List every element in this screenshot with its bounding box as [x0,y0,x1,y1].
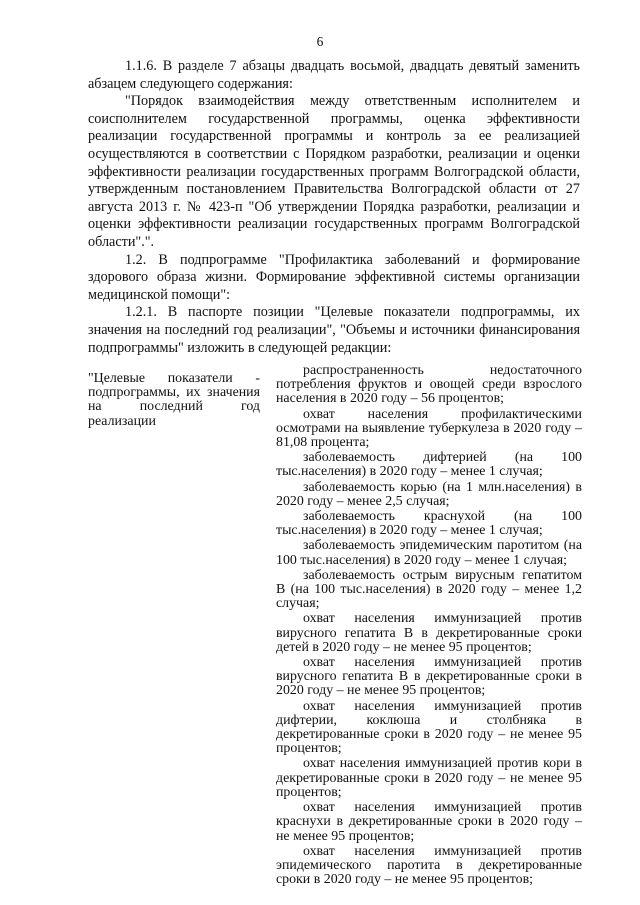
list-item: заболеваемость краснухой (на 100 тыс.населения) в 2020 году – менее 1 случая; [276,509,582,539]
list-item: заболеваемость дифтерией (на 100 тыс.населения) в 2020 году – менее 1 случая; [276,450,582,480]
list-item: охват населения иммунизацией против вирусного гепатита В в декретированные сроки в 2020 году – не менее 95 процентов; [276,655,582,699]
table-right-column [276,364,582,888]
body-text [88,58,580,357]
list-item: распространенность недостаточного потребления фруктов и овощей среди взрослого населения в 2020 году – 56 процентов; [276,363,582,407]
list-item: охват населения профилактическими осмотрами на выявление туберкулеза в 2020 году – 81,08 процента; [276,406,582,451]
list-item: охват населения иммунизацией против дифтерии, коклюша и столбняка в декретированные сроки в 2020 году – не менее 95 процентов; [276,698,582,757]
list-item: заболеваемость корью (на 1 млн.населения) в 2020 году – менее 2,5 случая; [276,479,582,509]
page-number: 6 [316,34,324,49]
paragraph-1-2-1: 1.2.1. В паспорте позиции "Целевые показатели подпрограммы, их значения на последний год реализации", "Объемы и источники финансирования подпрограммы" изложить в следующей редакции: [88,304,580,356]
list-item: охват населения иммунизацией против вирусного гепатита В в декретированные сроки детей в 2020 году – не менее 95 процентов; [276,611,582,655]
paragraph-1-1-6: 1.1.6. В разделе 7 абзацы двадцать восьмой, двадцать девятый заменить абзацем следующего содержания: [88,58,580,92]
paragraph-quote: "Порядок взаимодействия между ответственным исполнителем и соисполнителем государственной программы, оценка эффективности реализации государственной программы и контроль за ее реализацией осуществляются в соответствии с Порядком разработки, реализации и оценки эффективности реализации государственных программ Волгоградской области, утвержденным постановлением Правительства Волгоградской области от 27 августа 2013 г. № 423-п "Об утверждении Порядка разработки, реализации и оценки эффективности реализации государственных программ Волгоградской области".". [88,93,580,250]
paragraph-1-2: 1.2. В подпрограмме "Профилактика заболеваний и формирование здорового образа жизни. Формирование эффективной системы организации медицинской помощи": [88,251,580,303]
list-item: охват населения иммунизацией против кори в декретированные сроки в 2020 году – не менее 95 процентов; [276,756,582,800]
list-item: охват населения иммунизацией против краснухи в декретированные сроки в 2020 году – не менее 95 процентов; [276,800,582,844]
table-left-label: "Целевые показатели - подпрограммы, их значения на последний год реализации [88,371,260,429]
list-item: заболеваемость эпидемическим паротитом (на 100 тыс.населения) в 2020 году – менее 1 случая; [276,538,582,568]
list-item: охват населения иммунизацией против эпидемического паротита в декретированные сроки в 2020 году – не менее 95 процентов; [276,843,582,888]
list-item: заболеваемость острым вирусным гепатитом В (на 100 тыс.населения) в 2020 году – менее 1,2 случая; [276,567,582,612]
passport-table [88,364,582,888]
